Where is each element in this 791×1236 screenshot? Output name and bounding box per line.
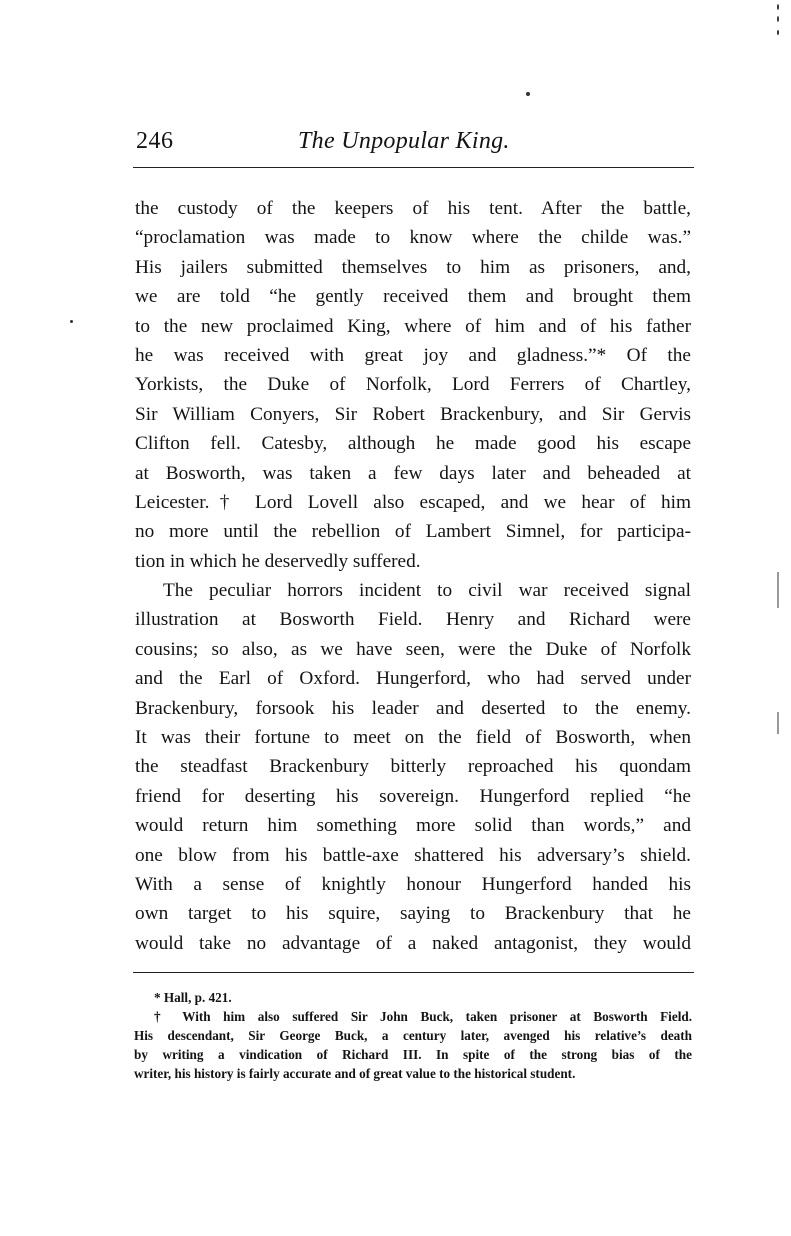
scan-speck: [777, 4, 779, 10]
body-line: we are told “he gently received them and brought them: [135, 286, 691, 308]
body-line: the custody of the keepers of his tent. After the battle,: [135, 198, 691, 219]
body-text: [135, 194, 691, 958]
footnote-line: writer, his history is fairly accurate and of great value to the historical student.: [134, 1066, 576, 1081]
scan-speck: [777, 16, 779, 22]
body-line-paragraph-end: tion in which he deservedly suffered.: [135, 550, 421, 572]
body-line: Sir William Conyers, Sir Robert Brackenbury, and Sir Gervis: [135, 403, 691, 425]
footnote-rule: [133, 972, 694, 973]
body-line: Brackenbury, forsook his leader and deserted to the enemy.: [135, 697, 691, 719]
body-line: the steadfast Brackenbury bitterly reproached his quondam: [135, 756, 691, 778]
footnotes: [134, 988, 692, 1083]
body-line: would take no advantage of a naked antagonist, they would: [135, 932, 691, 954]
body-line: and the Earl of Oxford. Hungerford, who had served under: [135, 668, 691, 690]
footnote-line: His descendant, Sir George Buck, a century later, avenged his relative’s death: [134, 1028, 692, 1043]
footnote-line: by writing a vindication of Richard III. In spite of the strong bias of the: [134, 1047, 692, 1062]
body-line: Leicester.† Lord Lovell also escaped, and we hear of him: [135, 491, 691, 513]
body-line: His jailers submitted themselves to him as prisoners, and,: [135, 256, 691, 278]
scan-speck: [526, 92, 530, 96]
body-line-paragraph-start: The peculiar horrors incident to civil war received signal: [163, 580, 691, 602]
body-line: cousins; so also, as we have seen, were the Duke of Norfolk: [135, 638, 691, 660]
header-rule: [133, 167, 694, 168]
body-line: Clifton fell. Catesby, although he made good his escape: [135, 433, 691, 455]
body-line: no more until the rebellion of Lambert Simnel, for participa-: [135, 521, 691, 543]
footnote-buck: † With him also suffered Sir John Buck, taken prisoner at Bosworth Field.: [154, 1009, 692, 1024]
body-line: With a sense of knightly honour Hungerford handed his: [135, 873, 691, 895]
body-line: would return him something more solid than words,” and: [135, 815, 691, 837]
body-line: he was received with great joy and gladness.”* Of the: [135, 344, 691, 366]
scan-speck: [70, 320, 73, 323]
scan-speck: [777, 30, 779, 35]
body-line: to the new proclaimed King, where of him and of his father: [135, 315, 691, 337]
body-line: illustration at Bosworth Field. Henry and Richard were: [135, 609, 691, 631]
body-line: at Bosworth, was taken a few days later and beheaded at: [135, 462, 691, 484]
body-line: “proclamation was made to know where the childe was.”: [135, 227, 691, 249]
page-number: 246: [136, 128, 174, 154]
body-line: Yorkists, the Duke of Norfolk, Lord Ferrers of Chartley,: [135, 374, 691, 396]
page-edge-mark: [777, 712, 779, 734]
running-title: The Unpopular King.: [298, 128, 510, 154]
body-line: own target to his squire, saying to Brackenbury that he: [135, 903, 691, 925]
body-line: one blow from his battle-axe shattered his adversary’s shield.: [135, 844, 691, 866]
body-line: It was their fortune to meet on the field of Bosworth, when: [135, 727, 691, 749]
page-edge-mark: [777, 572, 779, 608]
body-line: friend for deserting his sovereign. Hungerford replied “he: [135, 785, 691, 807]
footnote-hall: * Hall, p. 421.: [154, 990, 232, 1005]
